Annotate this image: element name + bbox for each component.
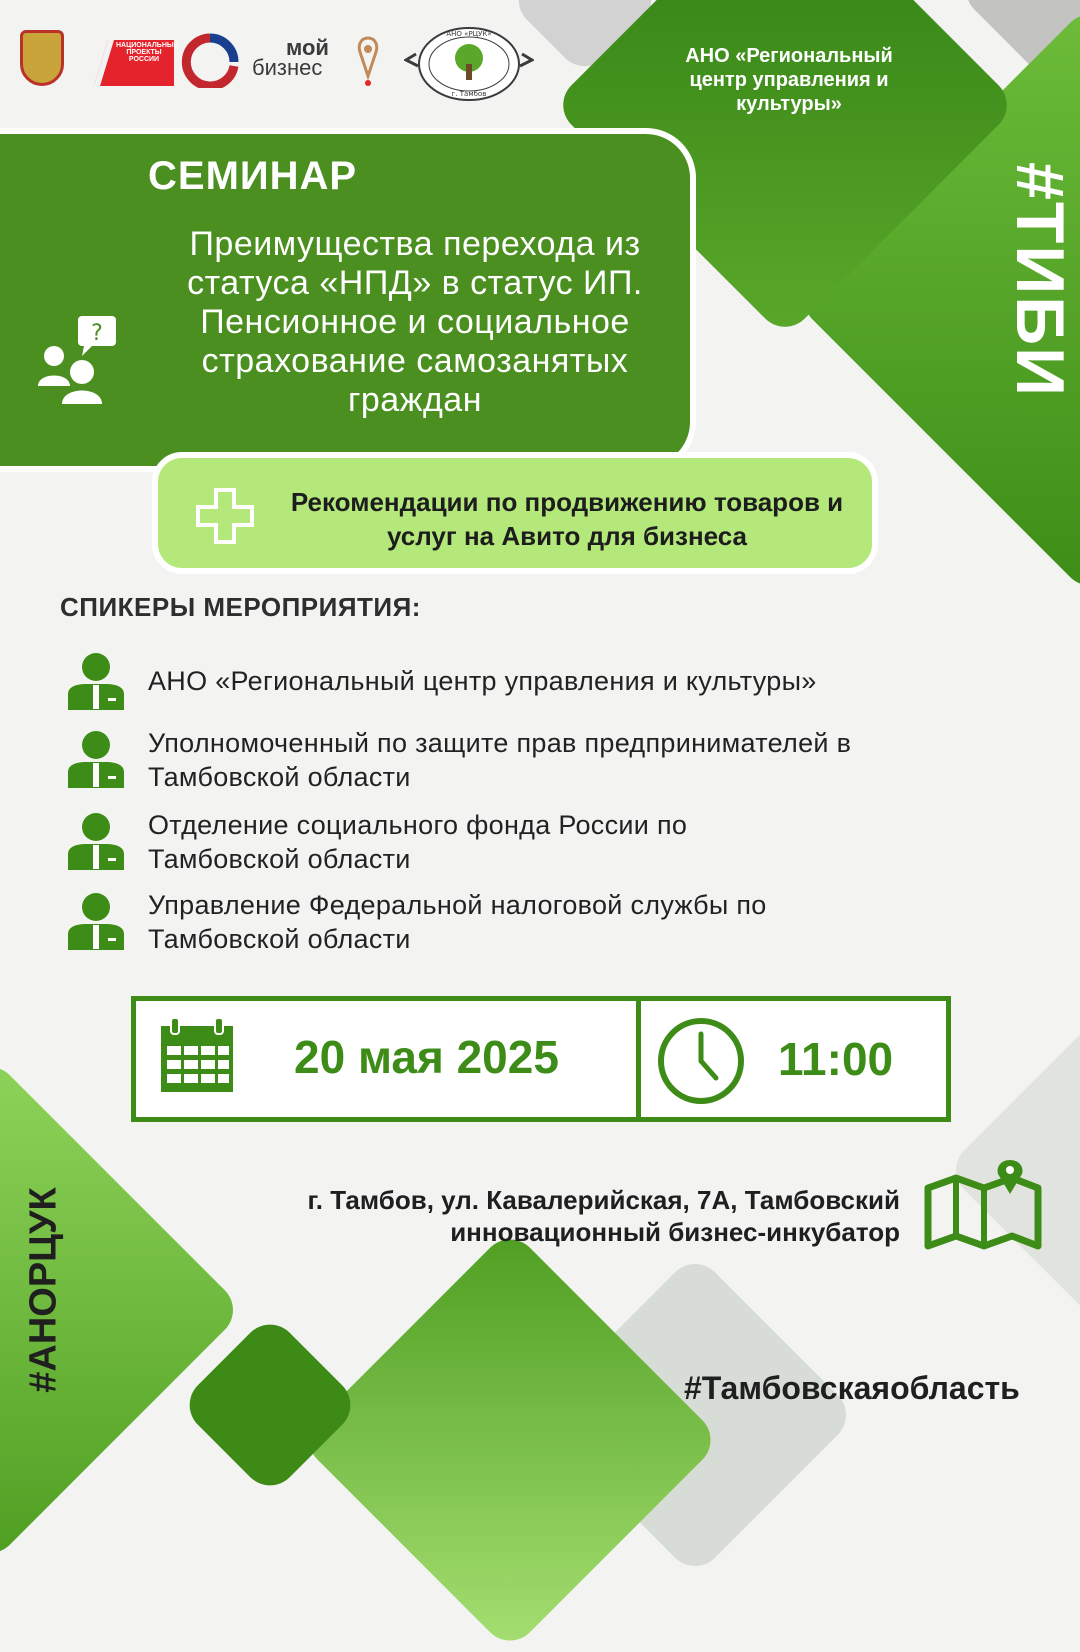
svg-text:?: ? (91, 321, 103, 346)
event-time: 11:00 (778, 1033, 894, 1085)
speaker-person-icon (66, 892, 126, 950)
my-business-line2: бизнес (252, 55, 323, 80)
speaker-name: Уполномоченный по защите прав предпринимателей в Тамбовской области (148, 728, 852, 792)
plus-icon (196, 488, 254, 544)
location-pin-logo-icon (356, 36, 380, 88)
my-business-line1: мой (286, 35, 329, 60)
clock-icon (656, 1016, 746, 1106)
people-question-icon (36, 314, 120, 406)
seminar-title: СЕМИНАР (148, 154, 358, 198)
speaker-name: Отделение социального фонда России по Тамбовской области (148, 810, 688, 874)
seminar-topic: Преимущества перехода из статуса «НПД» в статус ИП. Пенсионное и социальное страхование самозанятых граждан (187, 225, 643, 419)
speaker-person-icon (66, 652, 126, 710)
event-date: 20 мая 2025 (294, 1031, 559, 1083)
map-icon (924, 1158, 1042, 1254)
extra-topic-text: Рекомендации по продвижению товаров и услуг на Авито для бизнеса (290, 487, 844, 551)
tambov-crest-logo (20, 30, 64, 86)
my-business-logo (252, 35, 329, 80)
date-time-divider (636, 998, 641, 1120)
seal-top-text: АНО «РЦУК» (446, 30, 492, 38)
speaker-name: АНО «Региональный центр управления и культуры» (148, 666, 817, 696)
national-projects-logo-text: НАЦИОНАЛЬНЫЕ ПРОЕКТЫ РОССИИ (116, 42, 179, 63)
event-address: г. Тамбов, ул. Кавалерийская, 7А, Тамбовский инновационный бизнес-инкубатор (307, 1185, 900, 1247)
calendar-icon (157, 1016, 237, 1096)
speaker-name: Управление Федеральной налоговой службы по Тамбовской области (148, 890, 767, 954)
hashtag-tibi: #ТИБИ (1002, 162, 1078, 398)
hashtag-tambov-region: #Тамбовскаяобласть (684, 1370, 1020, 1406)
speaker-person-icon (66, 730, 126, 788)
hashtag-anorcuk: #АНОРЦУК (22, 1187, 65, 1393)
organizer-name: АНО «Региональный центр управления и культуры» (685, 45, 893, 115)
ring-logo (180, 32, 240, 88)
speaker-person-icon (66, 812, 126, 870)
seal-bottom-text: г. Тамбов (451, 90, 487, 98)
speakers-title: СПИКЕРЫ МЕРОПРИЯТИЯ: (60, 592, 421, 622)
anorcuk-seal-logo (404, 24, 534, 104)
